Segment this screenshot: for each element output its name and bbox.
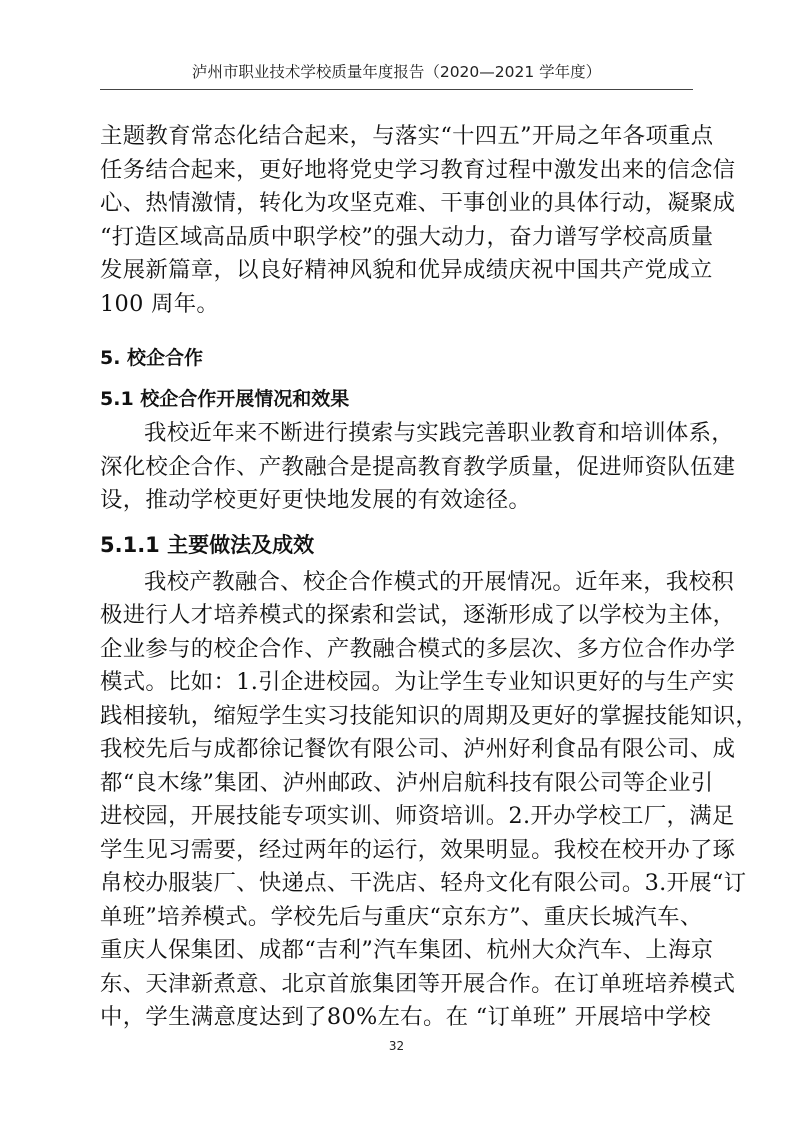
paragraph-line: 我校产教融合、校企合作模式的开展情况。近年来，我校积 — [144, 568, 734, 595]
paragraph-line: 深化校企合作、产教融合是提高教育教学质量，促进师资队伍建 — [100, 453, 736, 480]
paragraph-line: “打造区域高品质中职学校”的强大动力，奋力谱写学校高质量 — [100, 223, 714, 250]
paragraph-line: 任务结合起来，更好地将党史学习教育过程中激发出来的信念信 — [100, 156, 736, 183]
paragraph-line: 我校近年来不断进行摸索与实践完善职业教育和培训体系， — [144, 420, 734, 446]
section-heading: 5. 校企合作 — [100, 347, 204, 369]
paragraph-line: 中，学生满意度达到了80%左右。在 “订单班” 开展培中学校 — [100, 1004, 711, 1030]
paragraph-line: 发展新篇章，以良好精神风貌和优异成绩庆祝中国共产党成立 — [100, 257, 713, 283]
document-body — [100, 120, 759, 1035]
paragraph-line: 进校园，开展技能专项实训、师资培训。2.开办学校工厂，满足 — [100, 803, 735, 829]
paragraph-line: 模式。比如：1.引企进校园。为让学生专业知识更好的与生产实 — [100, 669, 735, 695]
paragraph-line: 都“良木缘”集团、泸州邮政、泸州启航科技有限公司等企业引 — [100, 769, 714, 796]
paragraph-line: 重庆人保集团、成都“吉利”汽车集团、杭州大众汽车、上海京 — [100, 937, 714, 963]
header-divider — [100, 89, 693, 90]
page-header: 泸州市职业技术学校质量年度报告（2020—2021 学年度） — [191, 63, 602, 81]
paragraph-line: 心、热情激情，转化为攻坚克难、干事创业的具体行动，凝聚成 — [100, 190, 736, 216]
paragraph-line: 企业参与的校企合作、产教融合模式的多层次、多方位合作办学 — [100, 635, 736, 662]
paragraph-line: 设，推动学校更好更快地发展的有效途径。 — [100, 487, 532, 513]
page-number: 32 — [388, 1039, 405, 1053]
paragraph-line: 极进行人才培养模式的探索和尝试，逐渐形成了以学校为主体， — [100, 602, 736, 628]
paragraph-line: 主题教育常态化结合起来，与落实“十四五”开局之年各项重点 — [100, 123, 714, 149]
subsection-heading: 5.1 校企合作开展情况和效果 — [100, 388, 350, 410]
paragraph-line: 东、天津新煮意、北京首旅集团等开展合作。在订单班培养模式 — [100, 970, 736, 997]
subsubsection-heading: 5.1.1 主要做法及成效 — [100, 532, 315, 557]
paragraph-line: 学生见习需要，经过两年的运行，效果明显。我校在校开办了琢 — [100, 836, 736, 863]
paragraph-line: 帛校办服装厂、快递点、干洗店、轻舟文化有限公司。3.开展“订 — [100, 870, 747, 896]
paragraph-line: 100 周年。 — [100, 290, 220, 317]
paragraph-line: 我校先后与成都徐记餐饮有限公司、泸州好利食品有限公司、成 — [100, 736, 736, 762]
paragraph-line: 单班”培养模式。学校先后与重庆“京东方”、重庆长城汽车、 — [100, 903, 703, 930]
paragraph-line: 践相接轨，缩短学生实习技能知识的周期及更好的掌握技能知识， — [100, 702, 759, 729]
